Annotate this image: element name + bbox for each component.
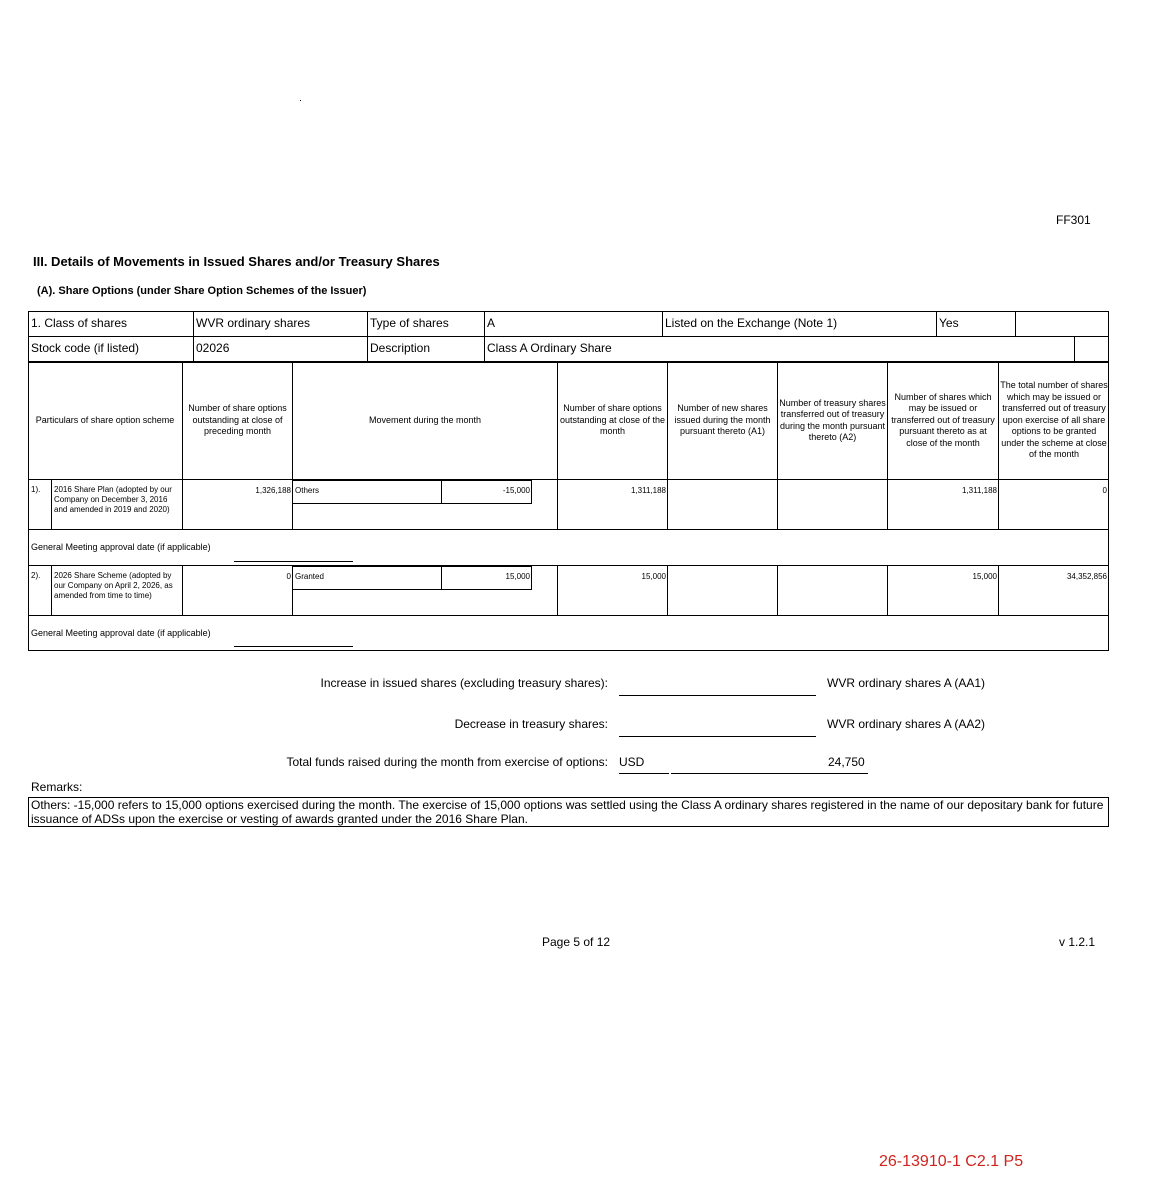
header-outstanding-close: Number of share options outstanding at close of the month: [559, 403, 666, 437]
decrease-unit: WVR ordinary shares A (AA2): [827, 717, 986, 731]
stock-code-value: 02026: [196, 341, 230, 355]
row-index: 1).: [31, 485, 41, 494]
movement-value: -15,000: [502, 486, 530, 495]
gm-approval-field[interactable]: [234, 646, 353, 647]
class-value: WVR ordinary shares: [196, 316, 311, 330]
stock-code-label: Stock code (if listed): [31, 341, 140, 355]
header-particulars: Particulars of share option scheme: [35, 414, 175, 425]
increase-unit: WVR ordinary shares A (AA1): [827, 676, 986, 690]
listed-label: Listed on the Exchange (Note 1): [665, 316, 838, 330]
page-number: Page 5 of 12: [542, 935, 611, 949]
funds-value: 24,750: [828, 755, 865, 769]
decrease-label: Decrease in treasury shares:: [454, 717, 608, 731]
increase-field[interactable]: [619, 695, 816, 696]
section-title: III. Details of Movements in Issued Shares and/or Treasury Shares: [33, 254, 440, 269]
gm-approval-label: General Meeting approval date (if applicable): [31, 628, 211, 638]
outstanding-close: 15,000: [641, 572, 666, 581]
may-be-issued: 15,000: [972, 572, 997, 581]
header-movement: Movement during the month: [368, 414, 482, 425]
outstanding-preceding: 0: [286, 572, 291, 581]
increase-label: Increase in issued shares (excluding treasury shares):: [320, 676, 608, 690]
stray-dot: [300, 100, 301, 101]
filing-stamp: 26-13910-1 C2.1 P5: [879, 1153, 1024, 1170]
header-outstanding-preceding: Number of share options outstanding at close of preceding month: [188, 403, 287, 437]
total-to-be-granted: 34,352,856: [1066, 572, 1107, 581]
type-value: A: [487, 316, 496, 330]
funds-currency: USD: [619, 755, 645, 769]
gm-approval-label: General Meeting approval date (if applicable): [31, 542, 211, 552]
description-label: Description: [370, 341, 431, 355]
scheme-name: 2016 Share Plan (adopted by our Company on December 3, 2016 and amended in 2019 and 2020): [54, 485, 172, 514]
movement-type: Others: [295, 486, 320, 495]
header-may-be-issued: Number of shares which may be issued or transferred out of treasury pursuant thereto as at close of the month: [891, 391, 995, 448]
header-new-shares-a1: Number of new shares issued during the month pursuant thereto (A1): [674, 403, 771, 437]
funds-label: Total funds raised during the month from exercise of options:: [286, 755, 608, 769]
total-to-be-granted: 0: [1102, 486, 1107, 495]
listed-value: Yes: [939, 316, 959, 330]
header-treasury-a2: Number of treasury shares transferred out of treasury during the month pursuant thereto (A2): [779, 397, 886, 442]
version: v 1.2.1: [1059, 935, 1096, 949]
gm-approval-field[interactable]: [234, 561, 353, 562]
header-total-to-be-granted: The total number of shares which may be issued or transferred out of treasury upon exercise of all share options to be granted under the scheme at close of the month: [1000, 380, 1108, 460]
scheme-name: 2026 Share Scheme (adopted by our Company on April 2, 2026, as amended from time to time): [54, 571, 173, 600]
row-index: 2).: [31, 571, 41, 580]
outstanding-preceding: 1,326,188: [255, 486, 291, 495]
class-label: 1. Class of shares: [31, 316, 128, 330]
outstanding-close: 1,311,188: [631, 486, 666, 495]
movement-value: 15,000: [505, 572, 530, 581]
description-value: Class A Ordinary Share: [487, 341, 612, 355]
remarks-text: Others: -15,000 refers to 15,000 options exercised during the month. The exercise of 15,000 options was settled using the Class A ordinary shares registered in the name of our depositary bank for future issuance of ADSs upon the exercise or vesting of awards granted under the 2016 Share Plan.: [28, 797, 1109, 827]
section-subtitle: (A). Share Options (under Share Option Schemes of the Issuer): [37, 285, 367, 297]
decrease-field[interactable]: [619, 736, 816, 737]
type-label: Type of shares: [370, 316, 449, 330]
may-be-issued: 1,311,188: [962, 486, 997, 495]
remarks-label: Remarks:: [31, 780, 83, 794]
form-code: FF301: [1056, 213, 1091, 227]
movement-type: Granted: [295, 572, 324, 581]
